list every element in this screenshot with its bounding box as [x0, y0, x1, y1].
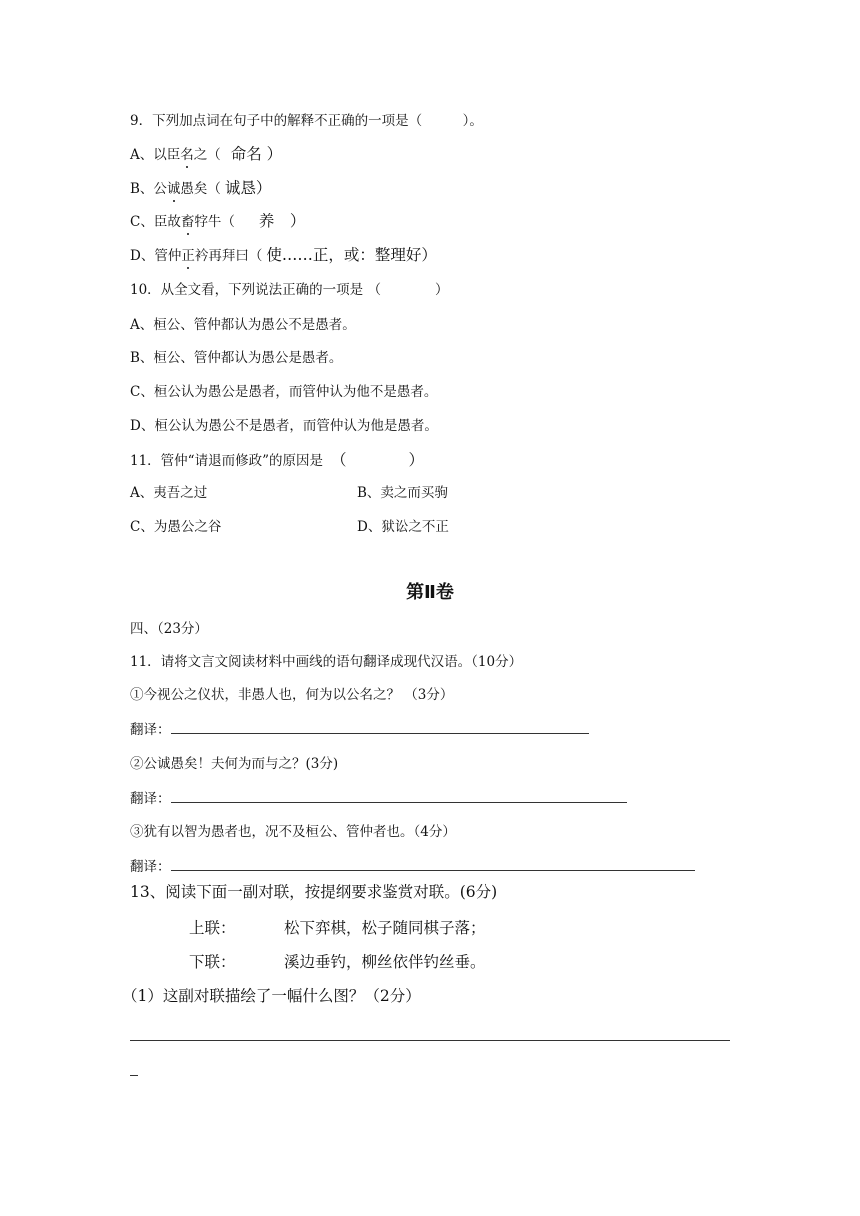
q11-option-d: D、狱讼之不正 — [357, 519, 449, 535]
translation-line-3: 翻译： — [130, 857, 695, 876]
sentence-1: ①今视公之仪状，非愚人也，何为以公名之？ （3分） — [130, 687, 454, 703]
answer-line-stub — [130, 1075, 138, 1076]
translation-line-2: 翻译： — [130, 789, 627, 808]
answer-blank-1[interactable] — [171, 720, 589, 734]
couplet-lower-label: 下联： — [189, 953, 236, 971]
couplet-lower: 溪边垂钓，柳丝依伴钓丝垂。 — [284, 953, 486, 971]
q10-option-c: C、桓公认为愚公是愚者，而管仲认为他不是愚者。 — [130, 384, 438, 400]
answer-blank-3[interactable] — [171, 857, 695, 871]
emphasis-dot-char: 名 — [180, 147, 194, 163]
answer-paren: （ ） — [330, 451, 424, 469]
q11-stem: 11．管仲“请退而修政”的原因是 （ ） — [130, 451, 424, 469]
q10-option-b: B、桓公、管仲都认为愚公是愚者。 — [130, 350, 343, 366]
q13-stem: 13、阅读下面一副对联，按提纲要求鉴赏对联。(6分) — [130, 883, 498, 901]
emphasis-dot-char: 畜 — [180, 214, 195, 230]
answer-line[interactable] — [130, 1040, 730, 1041]
translation-line-1: 翻译： — [130, 720, 589, 739]
q10-stem: 10．从全文看，下列说法正确的一项是 （ ） — [130, 282, 449, 298]
q13-sub1: （1）这副对联描绘了一幅什么图？（2分） — [122, 987, 421, 1005]
q11-option-b: B、卖之而买驹 — [357, 485, 448, 501]
q11-option-c: C、为愚公之谷 — [130, 519, 222, 535]
q9-option-a: A、以臣名之（ 命名 ） — [130, 145, 283, 163]
q9-stem: 9．下列加点词在句子中的解释不正确的一项是（ ）。 — [130, 113, 483, 129]
emphasis-dot-char: 诚 — [166, 181, 181, 197]
q10-option-a: A、桓公、管仲都认为愚公不是愚者。 — [130, 317, 356, 333]
part4-heading: 四、（23分） — [130, 621, 208, 637]
q11-option-a: A、夷吾之过 — [130, 485, 208, 501]
sentence-2: ②公诚愚矣！夫何为而与之？(3分) — [130, 756, 339, 772]
answer-blank-2[interactable] — [171, 789, 627, 803]
q9-option-b: B、公诚愚矣（ 诚恳） — [130, 179, 272, 197]
emphasis-dot-char: 正 — [181, 248, 195, 264]
couplet-upper-label: 上联： — [189, 919, 236, 937]
q9-option-d: D、管仲正衿再拜曰（ 使……正，或：整理好） — [130, 246, 437, 264]
q10-option-d: D、桓公认为愚公不是愚者，而管仲认为他是愚者。 — [130, 418, 438, 434]
sentence-3: ③犹有以智为愚者也，况不及桓公、管仲者也。（4分） — [130, 824, 456, 840]
q9-option-c: C、臣故畜牸牛（ 养 ） — [130, 212, 306, 230]
section-title: 第Ⅱ卷 — [406, 582, 454, 603]
couplet-upper: 松下弈棋，松子随同棋子落； — [284, 919, 486, 937]
translation-question: 11．请将文言文阅读材料中画线的语句翻译成现代汉语。（10分） — [130, 654, 523, 670]
